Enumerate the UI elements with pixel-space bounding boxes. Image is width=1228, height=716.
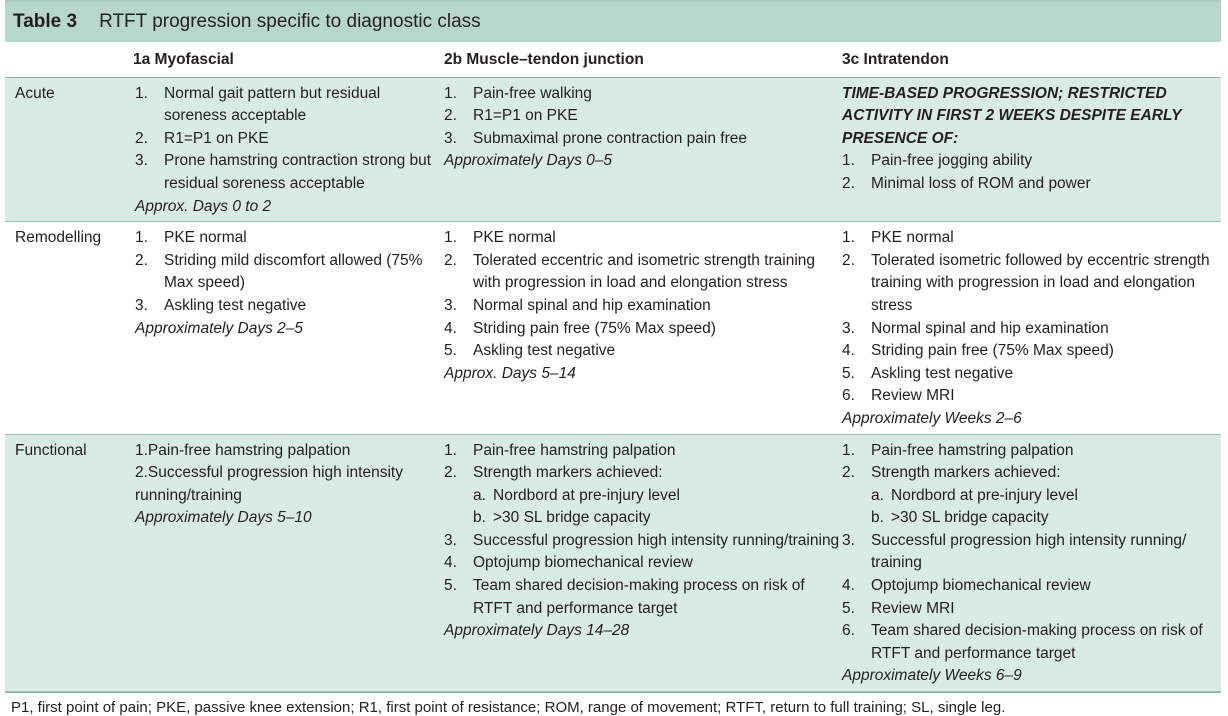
list-item: 1. Pain-free hamstring palpation <box>444 441 676 459</box>
table-title: RTFT progression specific to diagnostic class <box>99 11 481 32</box>
list-item: 3. Successful progression high intensity running/training <box>444 531 840 549</box>
list-item: 4. Optojump biomechanical review <box>444 554 693 572</box>
cell-intratendon <box>842 222 1221 434</box>
table-number: Table 3 <box>13 11 78 32</box>
table-container <box>5 0 1221 716</box>
table-row <box>5 77 1221 222</box>
header-stage <box>5 42 133 77</box>
list-item: 1. Pain-free jogging ability <box>842 152 1033 170</box>
list-item: 4. Striding pain free (75% Max speed) <box>444 319 716 337</box>
cell-mtj <box>444 434 842 692</box>
list-item: 5. Askling test negative <box>842 364 1014 382</box>
list-item: 2. Tolerated isometric followed by eccentric strength training with progression in load and elongation stress <box>842 251 1210 314</box>
stage-label: Acute <box>15 84 55 102</box>
duration-note: Approx. Days 0 to 2 <box>135 197 272 215</box>
cell-myofascial <box>133 434 444 692</box>
header-myofascial: 1a Myofascial <box>133 51 234 68</box>
duration-note: Approx. Days 5–14 <box>444 364 576 382</box>
list-item: 1. PKE normal <box>444 229 556 247</box>
list-item: 3. Normal spinal and hip examination <box>444 296 711 314</box>
list-item: 6. Review MRI <box>842 387 955 405</box>
list-item: 5. Review MRI <box>842 599 955 617</box>
table-footnote: P1, first point of pain; PKE, passive knee extension; R1, first point of resistance; ROM, range of movement; RTFT, return to full training; SL, single leg. <box>5 692 1221 716</box>
stage-label: Remodelling <box>15 229 102 247</box>
header-mtj: 2b Muscle–tendon junction <box>444 51 644 68</box>
list-item: 2. Tolerated eccentric and isometric strength training with progression in load and elongation stress <box>444 251 816 292</box>
duration-note: Approximately Days 5–10 <box>135 509 312 527</box>
time-based-heading: TIME-BASED PROGRESSION; RESTRICTED ACTIVITY IN FIRST 2 WEEKS DESPITE EARLY PRESENCE OF: <box>842 84 1182 147</box>
cell-myofascial <box>133 77 444 222</box>
duration-note: Approximately Days 14–28 <box>444 622 630 640</box>
duration-note: Approximately Days 0–5 <box>444 152 612 170</box>
table-row <box>5 222 1221 434</box>
table-title-bar <box>5 0 1221 42</box>
list-item: 3. Normal spinal and hip examination <box>842 319 1109 337</box>
list-item: 2.Successful progression high intensity running/training <box>135 464 403 504</box>
list-item: 2. R1=P1 on PKE <box>135 129 269 147</box>
header-row <box>5 42 1221 77</box>
list-item: 3. Askling test negative <box>135 296 307 314</box>
sub-list-item: b. >30 SL bridge capacity <box>871 509 1049 527</box>
list-item: 4. Striding pain free (75% Max speed) <box>842 342 1114 360</box>
list-item: 1. PKE normal <box>135 229 247 247</box>
list-item: 5. Askling test negative <box>444 342 616 360</box>
list-item: 4. Optojump biomechanical review <box>842 577 1091 595</box>
header-intratendon: 3c Intratendon <box>842 51 949 68</box>
duration-note: Approximately Weeks 2–6 <box>842 409 1022 427</box>
cell-mtj <box>444 77 842 222</box>
list-item: 3. Successful progression high intensity running/ training <box>842 531 1187 572</box>
cell-mtj <box>444 222 842 434</box>
list-item: 2. Strength markers achieved: <box>444 464 663 482</box>
cell-intratendon <box>842 434 1221 692</box>
cell-intratendon <box>842 77 1221 222</box>
sub-list-item: a. Nordbord at pre-injury level <box>473 486 680 504</box>
stage-label: Functional <box>15 441 87 459</box>
duration-note: Approximately Days 2–5 <box>135 319 303 337</box>
list-item: 3. Submaximal prone contraction pain free <box>444 129 747 147</box>
table-row <box>5 434 1221 692</box>
list-item: 6. Team shared decision-making process on risk of RTFT and performance target <box>842 622 1203 662</box>
list-item: 5. Team shared decision-making process on risk of RTFT and performance target <box>444 577 805 617</box>
list-item: 1. Normal gait pattern but residual soreness acceptable <box>135 84 381 125</box>
list-item: 1. Pain-free hamstring palpation <box>842 441 1074 459</box>
rtft-table <box>5 42 1221 692</box>
sub-list-item: a. Nordbord at pre-injury level <box>871 486 1078 504</box>
list-item: 2. R1=P1 on PKE <box>444 107 578 125</box>
list-item: 1.Pain-free hamstring palpation <box>135 441 351 459</box>
list-item: 2. Strength markers achieved: <box>842 464 1061 482</box>
sub-list-item: b. >30 SL bridge capacity <box>473 509 651 527</box>
list-item: 1. Pain-free walking <box>444 84 592 102</box>
cell-myofascial <box>133 222 444 434</box>
list-item: 1. PKE normal <box>842 229 954 247</box>
list-item: 2. Minimal loss of ROM and power <box>842 174 1091 192</box>
list-item: 3. Prone hamstring contraction strong but residual soreness acceptable <box>135 152 432 192</box>
list-item: 2. Striding mild discomfort allowed (75% Max speed) <box>135 251 423 292</box>
duration-note: Approximately Weeks 6–9 <box>842 667 1022 685</box>
